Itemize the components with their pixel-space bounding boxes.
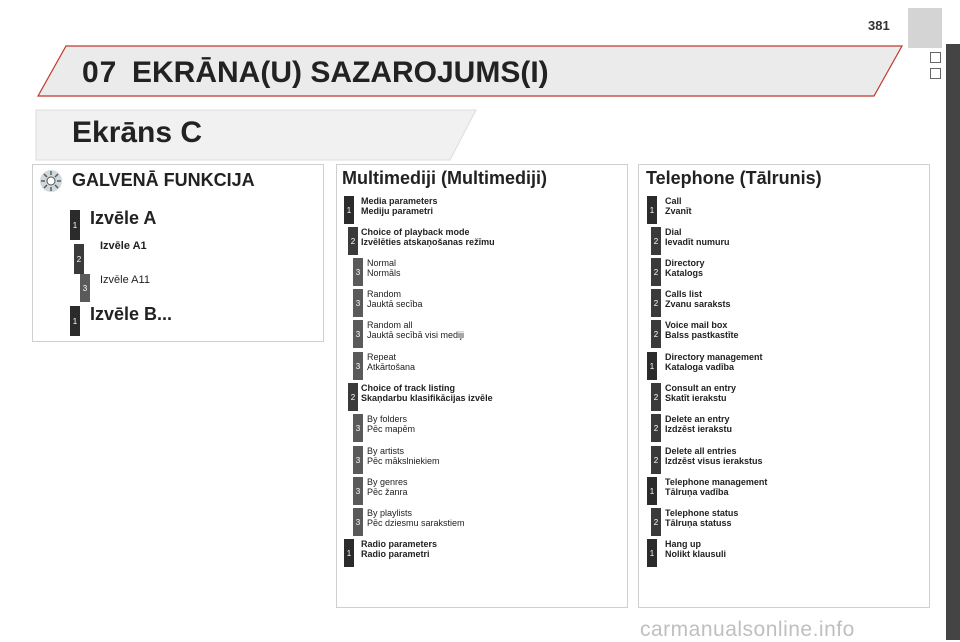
menu-item: Call Zvanīt xyxy=(665,196,692,216)
level-marker: 2 xyxy=(651,414,661,442)
level-marker: 2 xyxy=(348,383,358,411)
level-marker: 2 xyxy=(651,289,661,317)
footer-watermark: carmanualsonline.info xyxy=(640,618,855,641)
right-edge-bar xyxy=(946,44,960,640)
level-marker: 3 xyxy=(353,414,363,442)
menu-item: Voice mail box Balss pastkastīte xyxy=(665,320,739,340)
menu-item: By playlists Pēc dziesmu sarakstiem xyxy=(367,508,465,528)
level-marker: 1 xyxy=(70,306,80,336)
level-marker: 1 xyxy=(70,210,80,240)
level-marker: 1 xyxy=(647,196,657,224)
menu-item: Calls list Zvanu saraksts xyxy=(665,289,731,309)
menu-item: Directory Katalogs xyxy=(665,258,705,278)
level-marker: 3 xyxy=(353,477,363,505)
menu-item: Telephone status Tālruņa statuss xyxy=(665,508,739,528)
menu-item: Normal Normāls xyxy=(367,258,401,278)
level-marker: 2 xyxy=(651,508,661,536)
level-marker: 1 xyxy=(647,352,657,380)
level-marker: 2 xyxy=(651,258,661,286)
menu-item: Delete an entry Izdzēst ierakstu xyxy=(665,414,733,434)
menu-item: Dial Ievadīt numuru xyxy=(665,227,730,247)
level-marker: 1 xyxy=(344,196,354,224)
main-function-icon xyxy=(38,168,64,194)
menu-item: By genres Pēc žanra xyxy=(367,477,408,497)
level-marker: 3 xyxy=(353,352,363,380)
level-marker: 3 xyxy=(80,274,90,302)
menu-item: Random Jauktā secība xyxy=(367,289,423,309)
screen-title: Ekrāns C xyxy=(72,116,203,149)
corner-square-1 xyxy=(930,52,941,63)
menu-item: Radio parameters Radio parametri xyxy=(361,539,438,559)
level-marker: 2 xyxy=(651,446,661,474)
page-number: 381 xyxy=(868,18,890,33)
level-marker: 2 xyxy=(651,227,661,255)
section-title: EKRĀNA(U) SAZAROJUMS(I) xyxy=(132,56,549,89)
menu-item: Hang up Nolikt klausuli xyxy=(665,539,727,559)
menu-item: Consult an entry Skatīt ierakstu xyxy=(665,383,737,403)
menu-item: Choice of playback mode Izvēlēties atskaņošanas režīmu xyxy=(361,227,495,247)
menu-item: Media parameters Mediju parametri xyxy=(361,196,438,216)
level-marker: 3 xyxy=(353,508,363,536)
legend-entry: Izvēle A1 xyxy=(100,240,147,252)
level-marker: 1 xyxy=(647,539,657,567)
telephone-title: Telephone (Tālrunis) xyxy=(646,168,822,188)
menu-item: By folders Pēc mapēm xyxy=(367,414,416,434)
level-marker: 3 xyxy=(353,258,363,286)
menu-item: Directory management Kataloga vadība xyxy=(665,352,763,372)
level-marker: 3 xyxy=(353,289,363,317)
level-marker: 2 xyxy=(651,320,661,348)
level-marker: 1 xyxy=(647,477,657,505)
level-marker: 3 xyxy=(353,320,363,348)
level-marker: 3 xyxy=(353,446,363,474)
level-marker: 2 xyxy=(651,383,661,411)
level-marker: 2 xyxy=(74,244,84,274)
menu-item: By artists Pēc mākslniekiem xyxy=(367,446,440,466)
corner-tab xyxy=(908,8,942,48)
menu-item: Telephone management Tālruņa vadība xyxy=(665,477,768,497)
level-marker: 1 xyxy=(344,539,354,567)
legend-title: GALVENĀ FUNKCIJA xyxy=(72,170,255,190)
menu-item: Repeat Atkārtošana xyxy=(367,352,416,372)
legend-entry: Izvēle A xyxy=(90,208,157,228)
corner-square-2 xyxy=(930,68,941,79)
multimedia-title: Multimediji (Multimediji) xyxy=(342,168,547,188)
menu-item: Choice of track listing Skaņdarbu klasifikācijas izvēle xyxy=(361,383,493,403)
menu-item: Random all Jauktā secībā visi mediji xyxy=(367,320,465,340)
section-number: 07 xyxy=(82,56,118,89)
level-marker: 2 xyxy=(348,227,358,255)
legend-entry: Izvēle B... xyxy=(90,304,173,324)
legend-entry: Izvēle A11 xyxy=(100,274,150,286)
menu-item: Delete all entries Izdzēst visus ierakstus xyxy=(665,446,763,466)
